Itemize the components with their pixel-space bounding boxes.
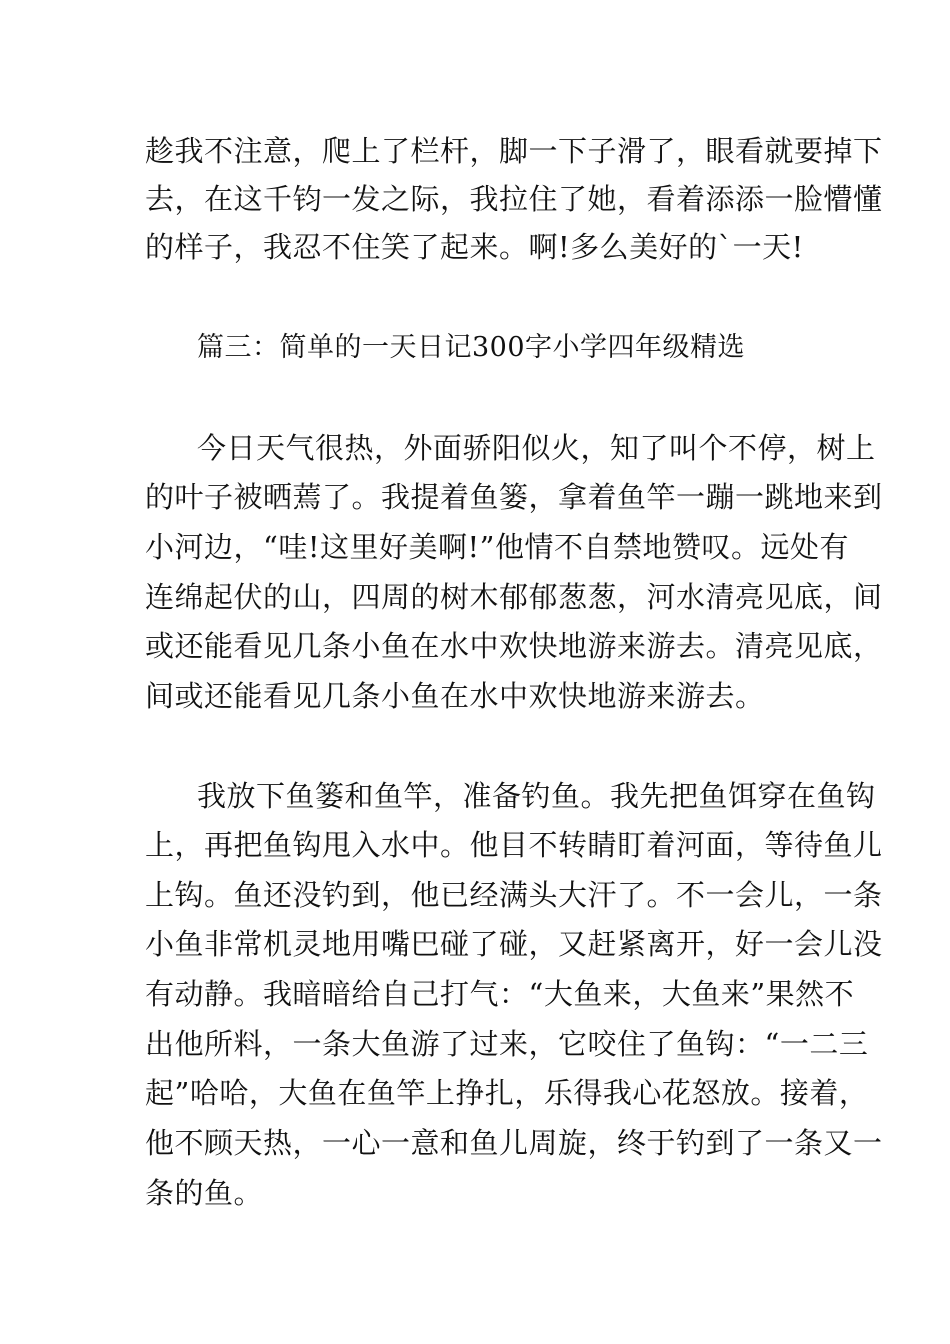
text-line-content: 去，在这千钧一发之际，我拉住了她，看着添添一脸懵懂 xyxy=(145,182,883,216)
text-line xyxy=(0,127,950,175)
text-line xyxy=(0,473,950,521)
text-line-content: 上钩。鱼还没钓到，他已经满头大汗了。不一会儿，一条 xyxy=(145,878,883,912)
text-line xyxy=(0,772,950,820)
text-line xyxy=(0,672,950,720)
text-line xyxy=(0,821,950,869)
text-line xyxy=(0,573,950,621)
text-line-content: 趁我不注意，爬上了栏杆，脚一下子滑了，眼看就要掉下 xyxy=(145,134,883,168)
text-line xyxy=(0,871,950,919)
text-line xyxy=(0,223,950,271)
text-line xyxy=(0,523,950,571)
section-heading xyxy=(0,324,950,372)
text-line xyxy=(0,920,950,968)
text-line-content: 小河边，“哇!这里好美啊!”他情不自禁地赞叹。远处有 xyxy=(145,530,849,564)
text-line-content: 出他所料，一条大鱼游了过来，它咬住了鱼钩：“一二三 xyxy=(145,1027,869,1061)
text-line-content: 他不顾天热，一心一意和鱼儿周旋，终于钓到了一条又一 xyxy=(145,1126,883,1160)
text-line-content: 间或还能看见几条小鱼在水中欢快地游来游去。 xyxy=(145,679,765,713)
text-line xyxy=(0,424,950,472)
text-line-content: 或还能看见几条小鱼在水中欢快地游来游去。清亮见底， xyxy=(145,629,883,663)
text-line-content: 的叶子被晒蔫了。我提着鱼篓，拿着鱼竿一蹦一跳地来到 xyxy=(145,480,883,514)
text-line-content: 小鱼非常机灵地用嘴巴碰了碰，又赶紧离开，好一会儿没 xyxy=(145,927,883,961)
text-line-content: 条的鱼。 xyxy=(145,1176,264,1210)
text-line xyxy=(0,1169,950,1217)
text-line xyxy=(0,970,950,1018)
text-line xyxy=(0,1119,950,1167)
text-line-content: 我放下鱼篓和鱼竿，准备钓鱼。我先把鱼饵穿在鱼钩 xyxy=(197,779,876,813)
text-line xyxy=(0,1069,950,1117)
text-line-content: 上，再把鱼钩甩入水中。他目不转睛盯着河面，等待鱼儿 xyxy=(145,828,883,862)
text-line-content: 今日天气很热，外面骄阳似火，知了叫个不停，树上 xyxy=(197,431,876,465)
text-line xyxy=(0,622,950,670)
section-heading-text: 篇三：简单的一天日记300字小学四年级精选 xyxy=(197,332,746,363)
text-line xyxy=(0,175,950,223)
text-line-content: 连绵起伏的山，四周的树木郁郁葱葱，河水清亮见底，间 xyxy=(145,580,883,614)
text-line-content: 起”哈哈，大鱼在鱼竿上挣扎，乐得我心花怒放。接着， xyxy=(145,1076,869,1110)
text-line-content: 有动静。我暗暗给自己打气：“大鱼来，大鱼来”果然不 xyxy=(145,977,855,1011)
text-line-content: 的样子，我忍不住笑了起来。啊!多么美好的`一天! xyxy=(145,230,804,264)
text-line xyxy=(0,1020,950,1068)
